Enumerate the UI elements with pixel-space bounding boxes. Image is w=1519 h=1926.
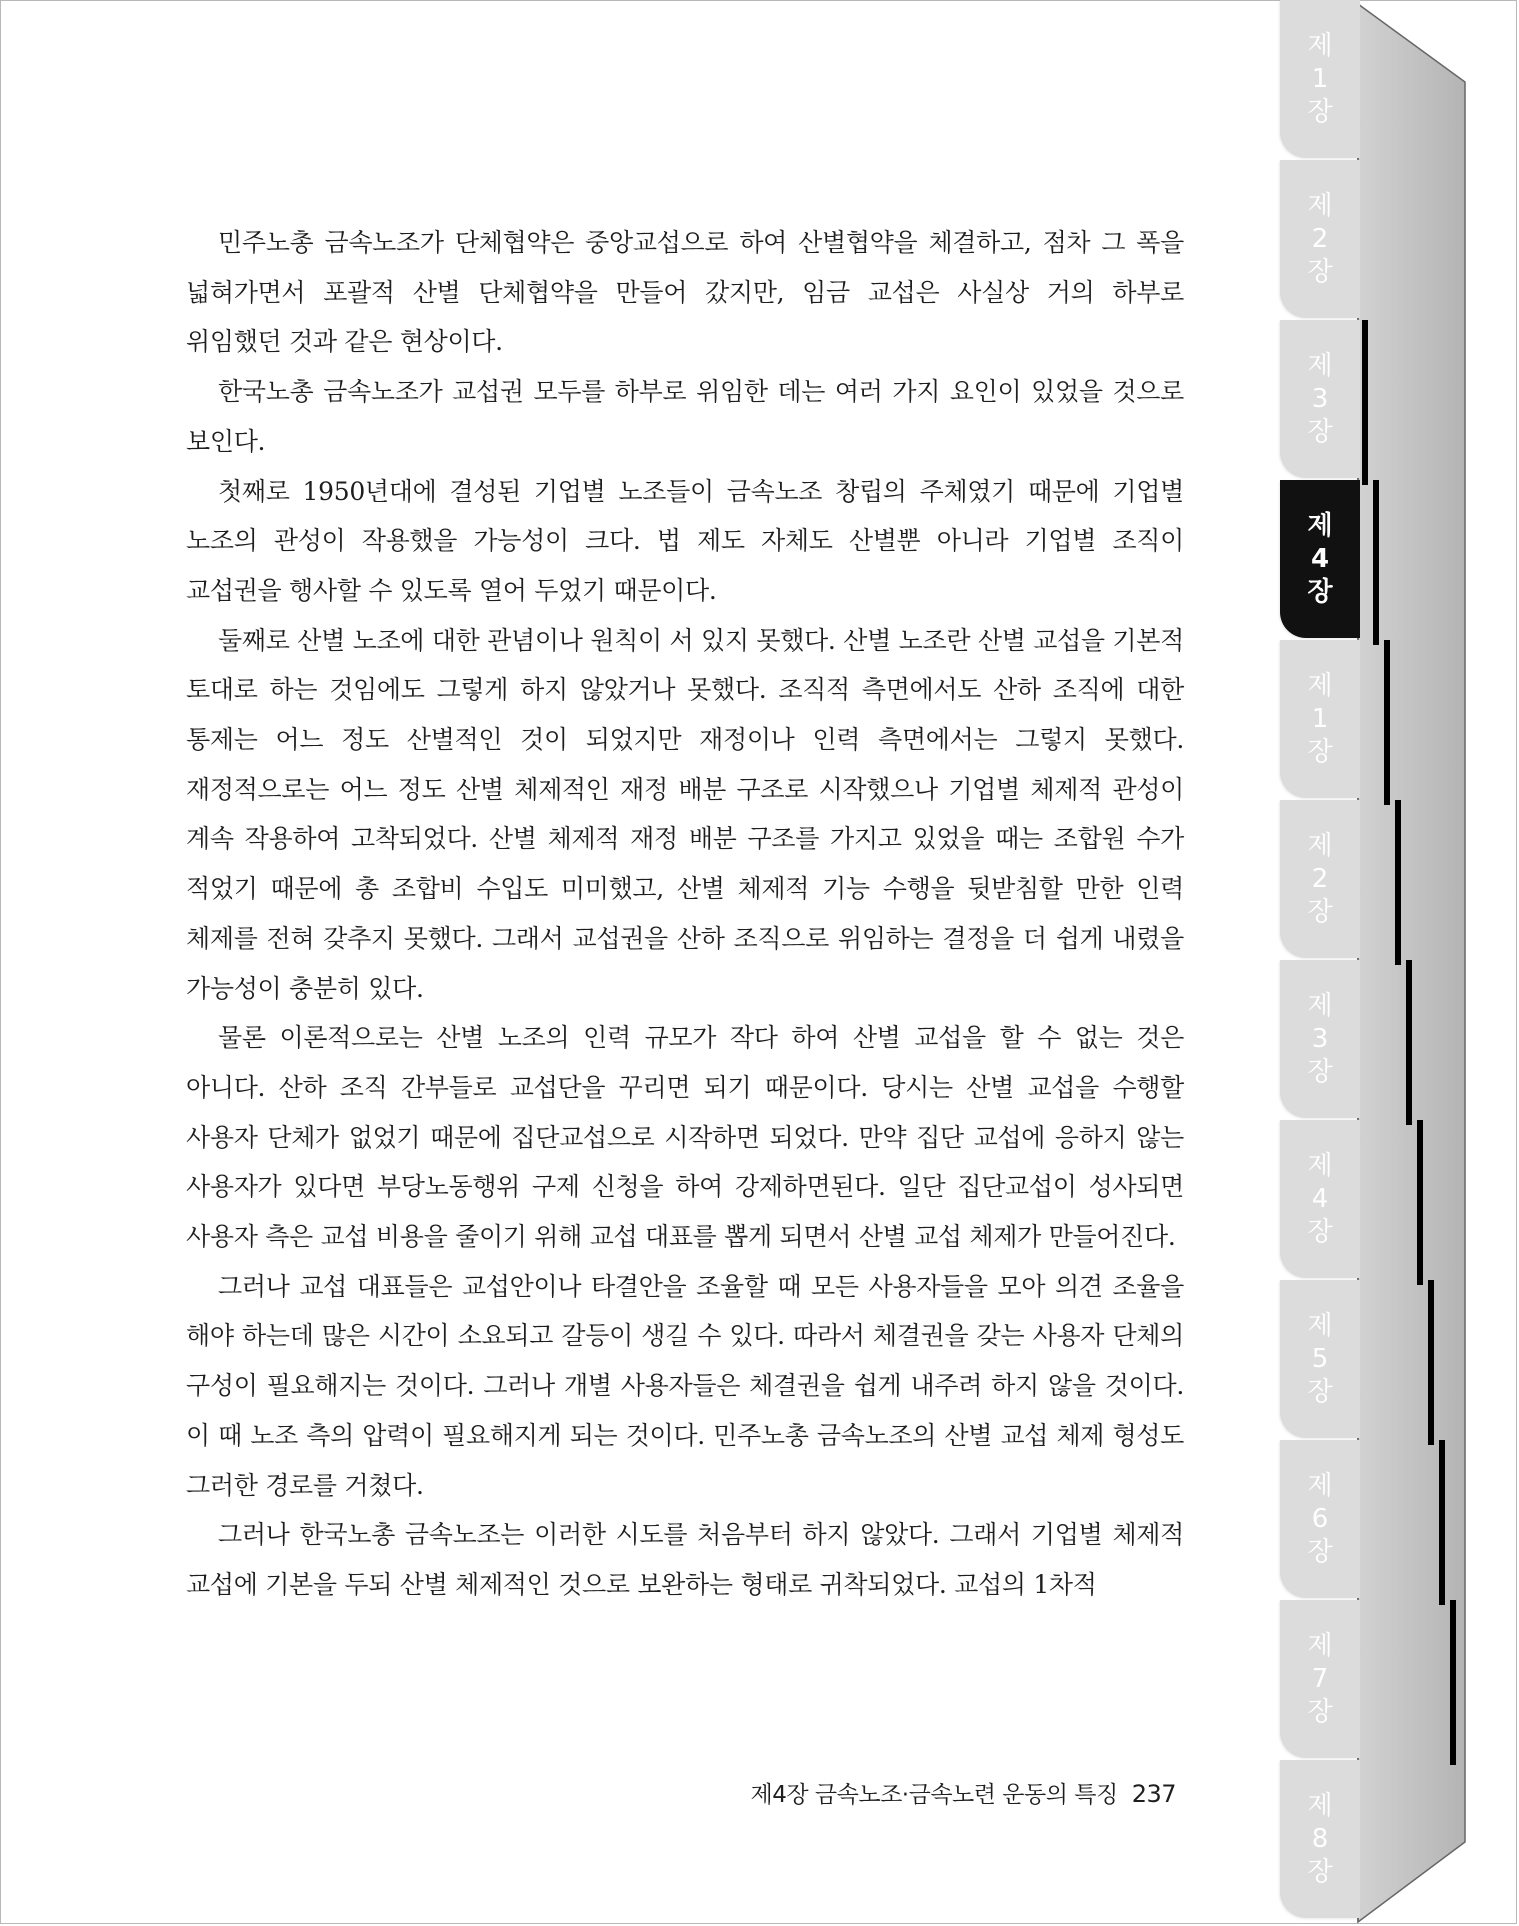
chapter-tab-label: 제4장 — [1307, 1150, 1333, 1247]
page-number: 237 — [1131, 1780, 1176, 1808]
edge-mark-5 — [1373, 480, 1379, 645]
chapter-tab-2[interactable] — [1280, 160, 1360, 318]
page-footer — [751, 1776, 1176, 1809]
chapter-tab-label: 제3장 — [1307, 350, 1333, 447]
edge-mark-12 — [1450, 1600, 1456, 1765]
chapter-tab-6[interactable] — [1280, 800, 1360, 958]
chapter-tab-12[interactable] — [1280, 1760, 1360, 1918]
paragraph-5: 물론 이론적으로는 산별 노조의 인력 규모가 작다 하여 산별 교섭을 할 수 없는 것은 아니다. 산하 조직 간부들로 교섭단을 꾸리면 되기 때문이다. 당시는 산별 교섭을 수행할 사용자 단체가 없었기 때문에 집단교섭으로 시작하면 되었다. 만약 집단 교섭에 응하지 않는 사용자가 있다면 부당노동행위 구제 신청을 하여 강제하면된다. 일단 집단교섭이 성사되면 사용자 측은 교섭 비용을 줄이기 위해 교섭 대표를 뽑게 되면서 산별 교섭 체제가 만들어진다. — [186, 1023, 1184, 1252]
edge-mark-9 — [1417, 1120, 1423, 1285]
chapter-tab-label: 제2장 — [1307, 190, 1333, 287]
chapter-tab-label: 제6장 — [1307, 1470, 1333, 1567]
paragraph-6: 그러나 교섭 대표들은 교섭안이나 타결안을 조율할 때 모든 사용자들을 모아 의견 조율을 해야 하는데 많은 시간이 소요되고 갈등이 생길 수 있다. 따라서 체결권을 갖는 사용자 단체의 구성이 필요해지는 것이다. 그러나 개별 사용자들은 체결권을 쉽게 내주려 하지 않을 것이다. 이 때 노조 측의 압력이 필요해지게 되는 것이다. 민주노총 금속노조의 산별 교섭 체제 형성도 그러한 경로를 거쳤다. — [186, 1271, 1184, 1500]
edge-mark-8 — [1406, 960, 1412, 1125]
chapter-tab-label: 제3장 — [1307, 990, 1333, 1087]
chapter-tab-label: 제8장 — [1307, 1790, 1333, 1887]
chapter-tab-label: 제1장 — [1307, 30, 1333, 127]
chapter-tab-8[interactable] — [1280, 1120, 1360, 1278]
running-title: 제4장 금속노조·금속노련 운동의 특징 — [750, 1782, 1118, 1808]
paragraph-4: 둘째로 산별 노조에 대한 관념이나 원칙이 서 있지 못했다. 산별 노조란 산별 교섭을 기본적 토대로 하는 것임에도 그렇게 하지 않았거나 못했다. 조직적 측면에서도 산하 조직에 대한 통제는 어느 정도 산별적인 것이 되었지만 재정이나 인력 측면에서는 그렇지 못했다. 재정적으로는 어느 정도 산별 체제적인 재정 배분 구조로 시작했으나 기업별 체제적 관성이 계속 작용하여 고착되었다. 산별 체제적 재정 배분 구조를 가지고 있었을 때는 조합원 수가 적었기 때문에 총 조합비 수입도 미미했고, 산별 체제적 기능 수행을 뒷받침할 만한 인력 체제를 전혀 갖추지 못했다. 그래서 교섭권을 산하 조직으로 위임하는 결정을 더 쉽게 내렸을 가능성이 충분히 있다. — [186, 625, 1184, 1003]
chapter-tab-label: 제1장 — [1307, 670, 1333, 767]
chapter-tab-label: 제2장 — [1307, 830, 1333, 927]
body-text — [186, 218, 1184, 1610]
chapter-tab-label: 제4장 — [1307, 510, 1333, 607]
edge-mark-4 — [1362, 320, 1368, 485]
paragraph-7: 그러나 한국노총 금속노조는 이러한 시도를 처음부터 하지 않았다. 그래서 기업별 체제적 교섭에 기본을 두되 산별 체제적인 것으로 보완하는 형태로 귀착되었다. 교섭의 1차적 — [186, 1520, 1184, 1599]
edge-mark-6 — [1384, 640, 1390, 805]
edge-mark-7 — [1395, 800, 1401, 965]
chapter-tab-7[interactable] — [1280, 960, 1360, 1118]
chapter-tab-label: 제5장 — [1307, 1310, 1333, 1407]
paragraph-1: 민주노총 금속노조가 단체협약은 중앙교섭으로 하여 산별협약을 체결하고, 점차 그 폭을 넓혀가면서 포괄적 산별 단체협약을 만들어 갔지만, 임금 교섭은 사실상 거의 하부로 위임했던 것과 같은 현상이다. — [186, 228, 1184, 357]
edge-mark-10 — [1428, 1280, 1434, 1445]
chapter-tab-label: 제7장 — [1307, 1630, 1333, 1727]
paragraph-2: 한국노총 금속노조가 교섭권 모두를 하부로 위임한 데는 여러 가지 요인이 있었을 것으로 보인다. — [186, 377, 1184, 456]
chapter-tab-4[interactable] — [1280, 480, 1360, 638]
chapter-tab-9[interactable] — [1280, 1280, 1360, 1438]
chapter-tab-11[interactable] — [1280, 1600, 1360, 1758]
edge-mark-11 — [1439, 1440, 1445, 1605]
chapter-tab-5[interactable] — [1280, 640, 1360, 798]
chapter-tab-3[interactable] — [1280, 320, 1360, 478]
chapter-tab-1[interactable] — [1280, 0, 1360, 158]
paragraph-3: 첫째로 1950년대에 결성된 기업별 노조들이 금속노조 창립의 주체였기 때문에 기업별 노조의 관성이 작용했을 가능성이 크다. 법 제도 자체도 산별뿐 아니라 기업별 조직이 교섭권을 행사할 수 있도록 열어 두었기 때문이다. — [186, 476, 1184, 605]
chapter-tab-10[interactable] — [1280, 1440, 1360, 1598]
